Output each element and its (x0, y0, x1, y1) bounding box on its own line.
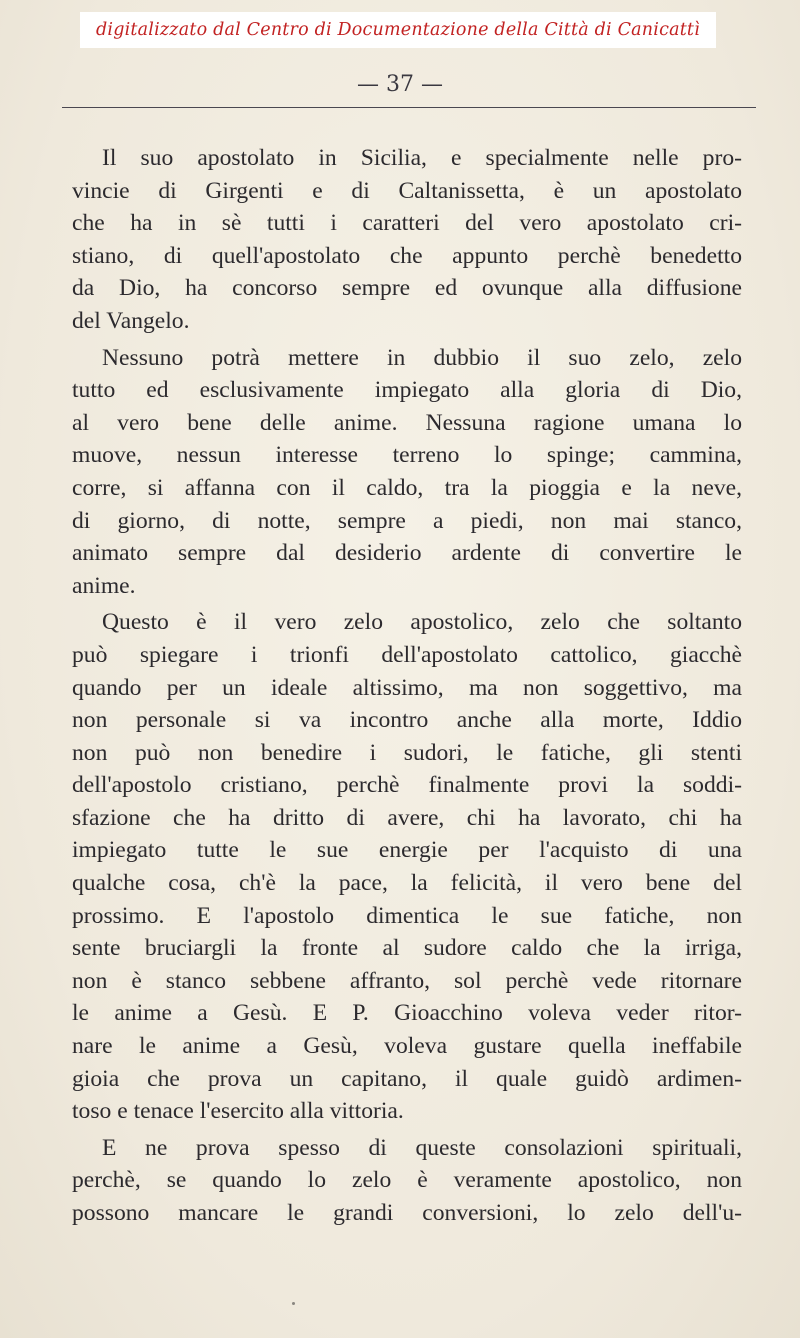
text-line: perchè, se quando lo zelo è veramente apostolico, non (72, 1167, 742, 1194)
text-line: le anime a Gesù. E P. Gioacchino voleva veder ritor- (72, 1000, 742, 1027)
text-line: nare le anime a Gesù, voleva gustare quella ineffabile (72, 1033, 742, 1060)
text-line: E ne prova spesso di queste consolazioni spirituali, (102, 1134, 742, 1161)
text-line: Nessuno potrà mettere in dubbio il suo zelo, zelo (102, 344, 742, 371)
paragraph-4 (72, 1132, 742, 1230)
text-line: qualche cosa, ch'è la pace, la felicità, il vero bene del (72, 870, 742, 897)
text-line: tutto ed esclusivamente impiegato alla gloria di Dio, (72, 377, 742, 404)
text-line: toso e tenace l'esercito alla vittoria. (72, 1098, 404, 1125)
text-line: di giorno, di notte, sempre a piedi, non mai stanco, (72, 507, 742, 534)
text-line: stiano, di quell'apostolato che appunto perchè benedetto (72, 242, 742, 269)
paragraph-1 (72, 142, 742, 338)
text-line: vincie di Girgenti e di Caltanissetta, è un apostolato (72, 177, 742, 204)
text-line: gioia che prova un capitano, il quale guidò ardimen- (72, 1065, 742, 1092)
print-speck (292, 1302, 295, 1305)
text-line: impiegato tutte le sue energie per l'acquisto di una (72, 837, 742, 864)
text-line: del Vangelo. (72, 307, 190, 334)
page-number: — 37 — (357, 72, 443, 97)
text-line: da Dio, ha concorso sempre ed ovunque alla diffusione (72, 275, 742, 302)
text-line: non è stanco sebbene affranto, sol perchè vede ritornare (72, 967, 742, 994)
header-rule (62, 107, 756, 108)
text-line: sente bruciargli la fronte al sudore caldo che la irriga, (72, 935, 742, 962)
body-text (72, 142, 742, 1234)
text-line: sfazione che ha dritto di avere, chi ha lavorato, chi ha (72, 804, 742, 831)
text-line: Questo è il vero zelo apostolico, zelo che soltanto (102, 609, 742, 636)
paragraph-2 (72, 342, 742, 603)
text-line: possono mancare le grandi conversioni, lo zelo dell'u- (72, 1200, 742, 1226)
text-line: può spiegare i trionfi dell'apostolato cattolico, giacchè (72, 641, 742, 668)
text-line: dell'apostolo cristiano, perchè finalmente provi la soddi- (72, 772, 742, 799)
text-line: prossimo. E l'apostolo dimentica le sue fatiche, non (72, 902, 742, 929)
text-line: corre, si affanna con il caldo, tra la pioggia e la neve, (72, 474, 742, 501)
text-line: anime. (72, 572, 136, 599)
text-line: animato sempre dal desiderio ardente di convertire le (72, 540, 742, 567)
text-line: quando per un ideale altissimo, ma non soggettivo, ma (72, 674, 742, 701)
text-line: al vero bene delle anime. Nessuna ragione umana lo (72, 409, 742, 436)
text-line: non può non benedire i sudori, le fatiche, gli stenti (72, 739, 742, 766)
text-line: non personale si va incontro anche alla morte, Iddio (72, 707, 742, 734)
digitization-watermark: digitalizzato dal Centro di Documentazione della Città di Canicattì (80, 12, 716, 48)
text-line: muove, nessun interesse terreno lo spinge; cammina, (72, 442, 742, 469)
text-line: Il suo apostolato in Sicilia, e specialmente nelle pro- (102, 145, 742, 171)
text-line: che ha in sè tutti i caratteri del vero apostolato cri- (72, 210, 742, 237)
paragraph-3 (72, 606, 742, 1128)
